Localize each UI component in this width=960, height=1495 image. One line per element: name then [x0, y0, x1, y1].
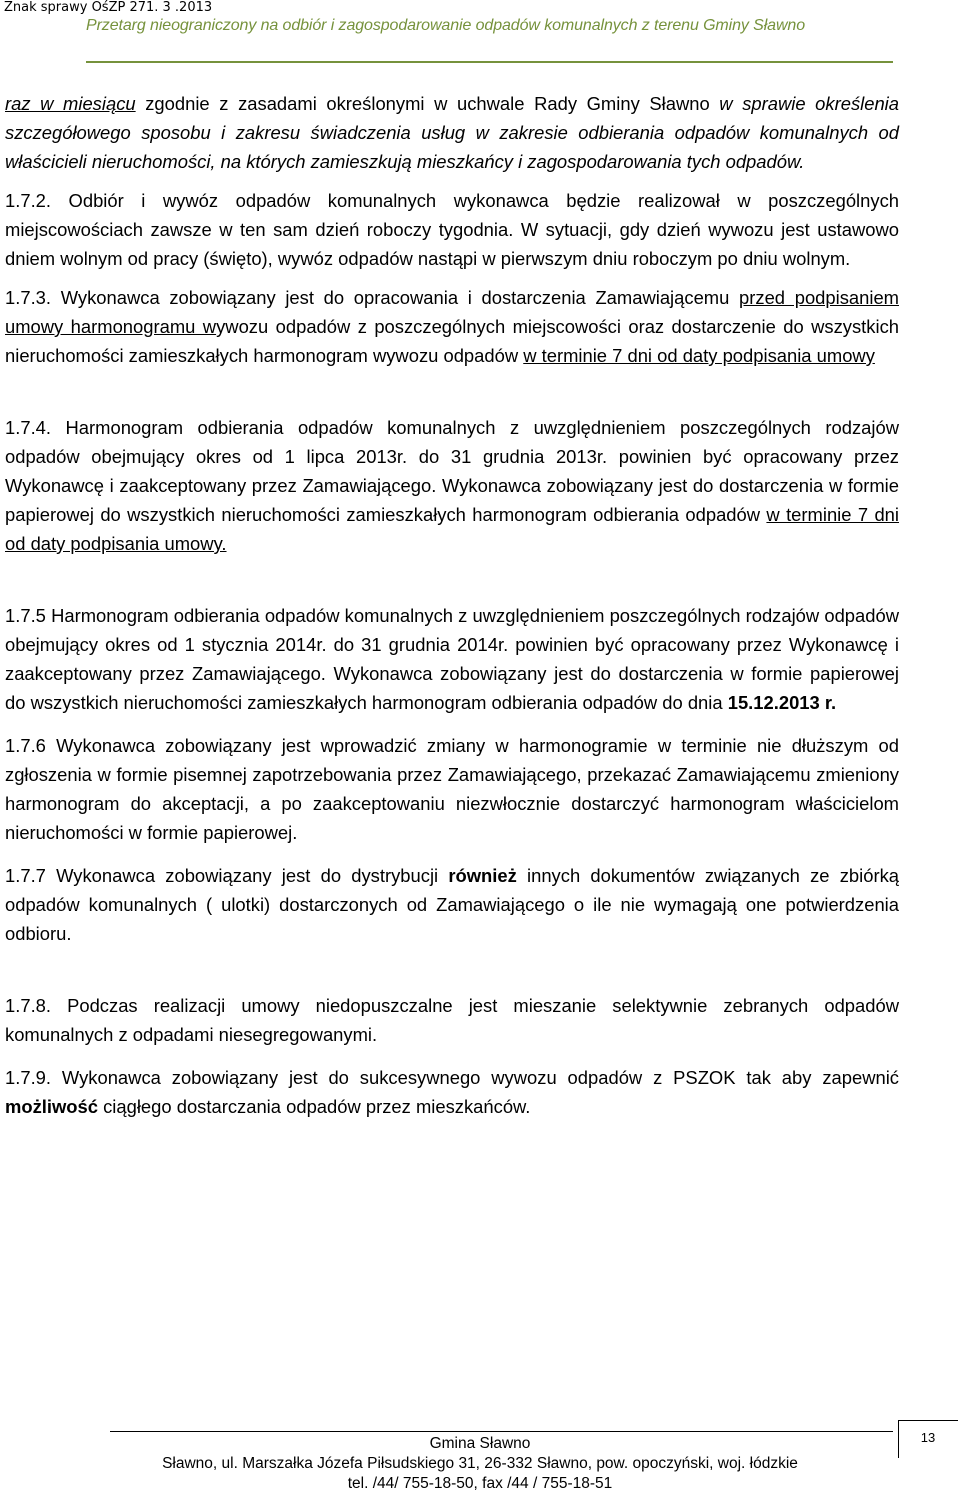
- document-title-header: Przetarg nieograniczony na odbiór i zagospodarowanie odpadów komunalnych z terenu Gminy Sławno: [86, 17, 806, 34]
- bold-word: możliwość: [5, 1096, 98, 1117]
- underlined-phrase: raz w miesiącu: [5, 93, 136, 114]
- text-run: 1.7.5 Harmonogram odbierania odpadów komunalnych z uwzględnieniem poszczególnych rodzajów odpadów obejmujący okres od 1 stycznia 2014r. do 31 grudnia 2014r. powinien być opracowany przez Wykonawcę i zaakceptowany przez Zamawiającego. Wykonawca zobowiązany jest do dostarczenia w formie papierowej do wszystkich nieruchomości zamieszkałych harmonogram odbierania odpadów do dnia: [5, 605, 899, 713]
- underlined-phrase: w terminie 7 dni od daty podpisania umowy: [523, 345, 875, 366]
- paragraph-1-7-4: [5, 413, 899, 558]
- deadline-date: 15.12.2013 r.: [727, 692, 837, 713]
- text-run: zgodnie z zasadami określonymi w uchwale Rady Gminy Sławno: [135, 93, 720, 114]
- text-run: 1.7.4. Harmonogram odbierania odpadów komunalnych z uwzględnieniem poszczególnych rodzajów odpadów obejmujący okres od 1 lipca 2013r. do 31 grudnia 2013r. powinien być opracowany przez Wykonawcę i zaakceptowany przez Zamawiającego. Wykonawca zobowiązany jest do dostarczenia w formie papierowej do wszystkich nieruchomości zamieszkałych harmonogram odbierania odpadów: [5, 417, 899, 525]
- paragraph-1-7-6: 1.7.6 Wykonawca zobowiązany jest wprowadzić zmiany w harmonogramie w terminie nie dłuższym od zgłoszenia w formie pisemnej zapotrzebowania przez Zamawiającego, przekazać Zamawiającemu zmieniony harmonogram do akceptacji, a po zaakceptowaniu niezwłocznie dostarczyć harmonogram właścicielom nieruchomości w formie papierowej.: [5, 735, 899, 843]
- text-run: 1.7.7 Wykonawca zobowiązany jest do dystrybucji: [5, 865, 449, 886]
- paragraph-collection-frequency: [5, 89, 899, 176]
- paragraph-1-7-5: [5, 601, 899, 717]
- text-run: 1.7.3. Wykonawca zobowiązany jest do opracowania i dostarczenia Zamawiającemu: [5, 287, 740, 308]
- text-run: ciągłego dostarczania odpadów przez mieszkańców.: [98, 1096, 531, 1117]
- document-reference: Znak sprawy OśZP 271. 3 .2013: [4, 0, 213, 15]
- document-body: [5, 89, 899, 1121]
- paragraph-1-7-2: 1.7.2. Odbiór i wywóz odpadów komunalnych wykonawca będzie realizował w poszczególnych miejscowościach zawsze w ten sam dzień roboczy tygodnia. W sytuacji, gdy dzień wywozu jest ustawowo dniem wolnym od pracy (święto), wywóz odpadów nastąpi w pierwszym dniu roboczym po dniu wolnym.: [5, 190, 899, 269]
- footer-organization: Gmina Sławno: [429, 1435, 531, 1452]
- header-divider: [86, 61, 893, 63]
- text-run: innych dokumentów związanych ze zbiórką odpadów komunalnych ( ulotki) dostarczonych od Zamawiającego o ile nie wymagają one potwierdzenia odbioru.: [5, 865, 900, 944]
- paragraph-1-7-8: 1.7.8. Podczas realizacji umowy niedopuszczalne jest mieszanie selektywnie zebranych odpadów komunalnych z odpadami niesegregowanymi.: [5, 995, 899, 1045]
- text-run: ywozu odpadów z poszczególnych miejscowości oraz dostarczenie do wszystkich nieruchomości zamieszkałych harmonogram wywozu odpadów: [5, 316, 899, 366]
- footer-divider: [110, 1431, 893, 1432]
- paragraph-1-7-3: [5, 283, 899, 370]
- footer: [90, 1434, 870, 1494]
- footer-contact: tel. /44/ 755-18-50, fax /44 / 755-18-51: [347, 1475, 613, 1492]
- paragraph-1-7-9: [5, 1063, 899, 1121]
- underlined-phrase: przed podpisaniem umowy harmonogramu w: [5, 287, 899, 337]
- paragraph-1-7-7: [5, 861, 899, 948]
- underlined-phrase: w terminie 7 dni od daty podpisania umowy.: [5, 504, 899, 554]
- page-number: 13: [920, 1430, 936, 1445]
- resolution-title: w sprawie określenia szczegółowego sposobu i zakresu świadczenia usług w zakresie odbierania odpadów komunalnych od właścicieli nieruchomości, na których zamieszkują mieszkańcy i zagospodarowania tych odpadów.: [5, 93, 899, 172]
- page-number-box: [898, 1420, 958, 1456]
- text-run: 1.7.9. Wykonawca zobowiązany jest do sukcesywnego wywozu odpadów z PSZOK tak aby zapewnić: [5, 1067, 899, 1088]
- footer-address: Sławno, ul. Marszałka Józefa Piłsudskiego 31, 26-332 Sławno, pow. opoczyński, woj. łódzkie: [162, 1455, 798, 1472]
- bold-word: również: [448, 865, 517, 886]
